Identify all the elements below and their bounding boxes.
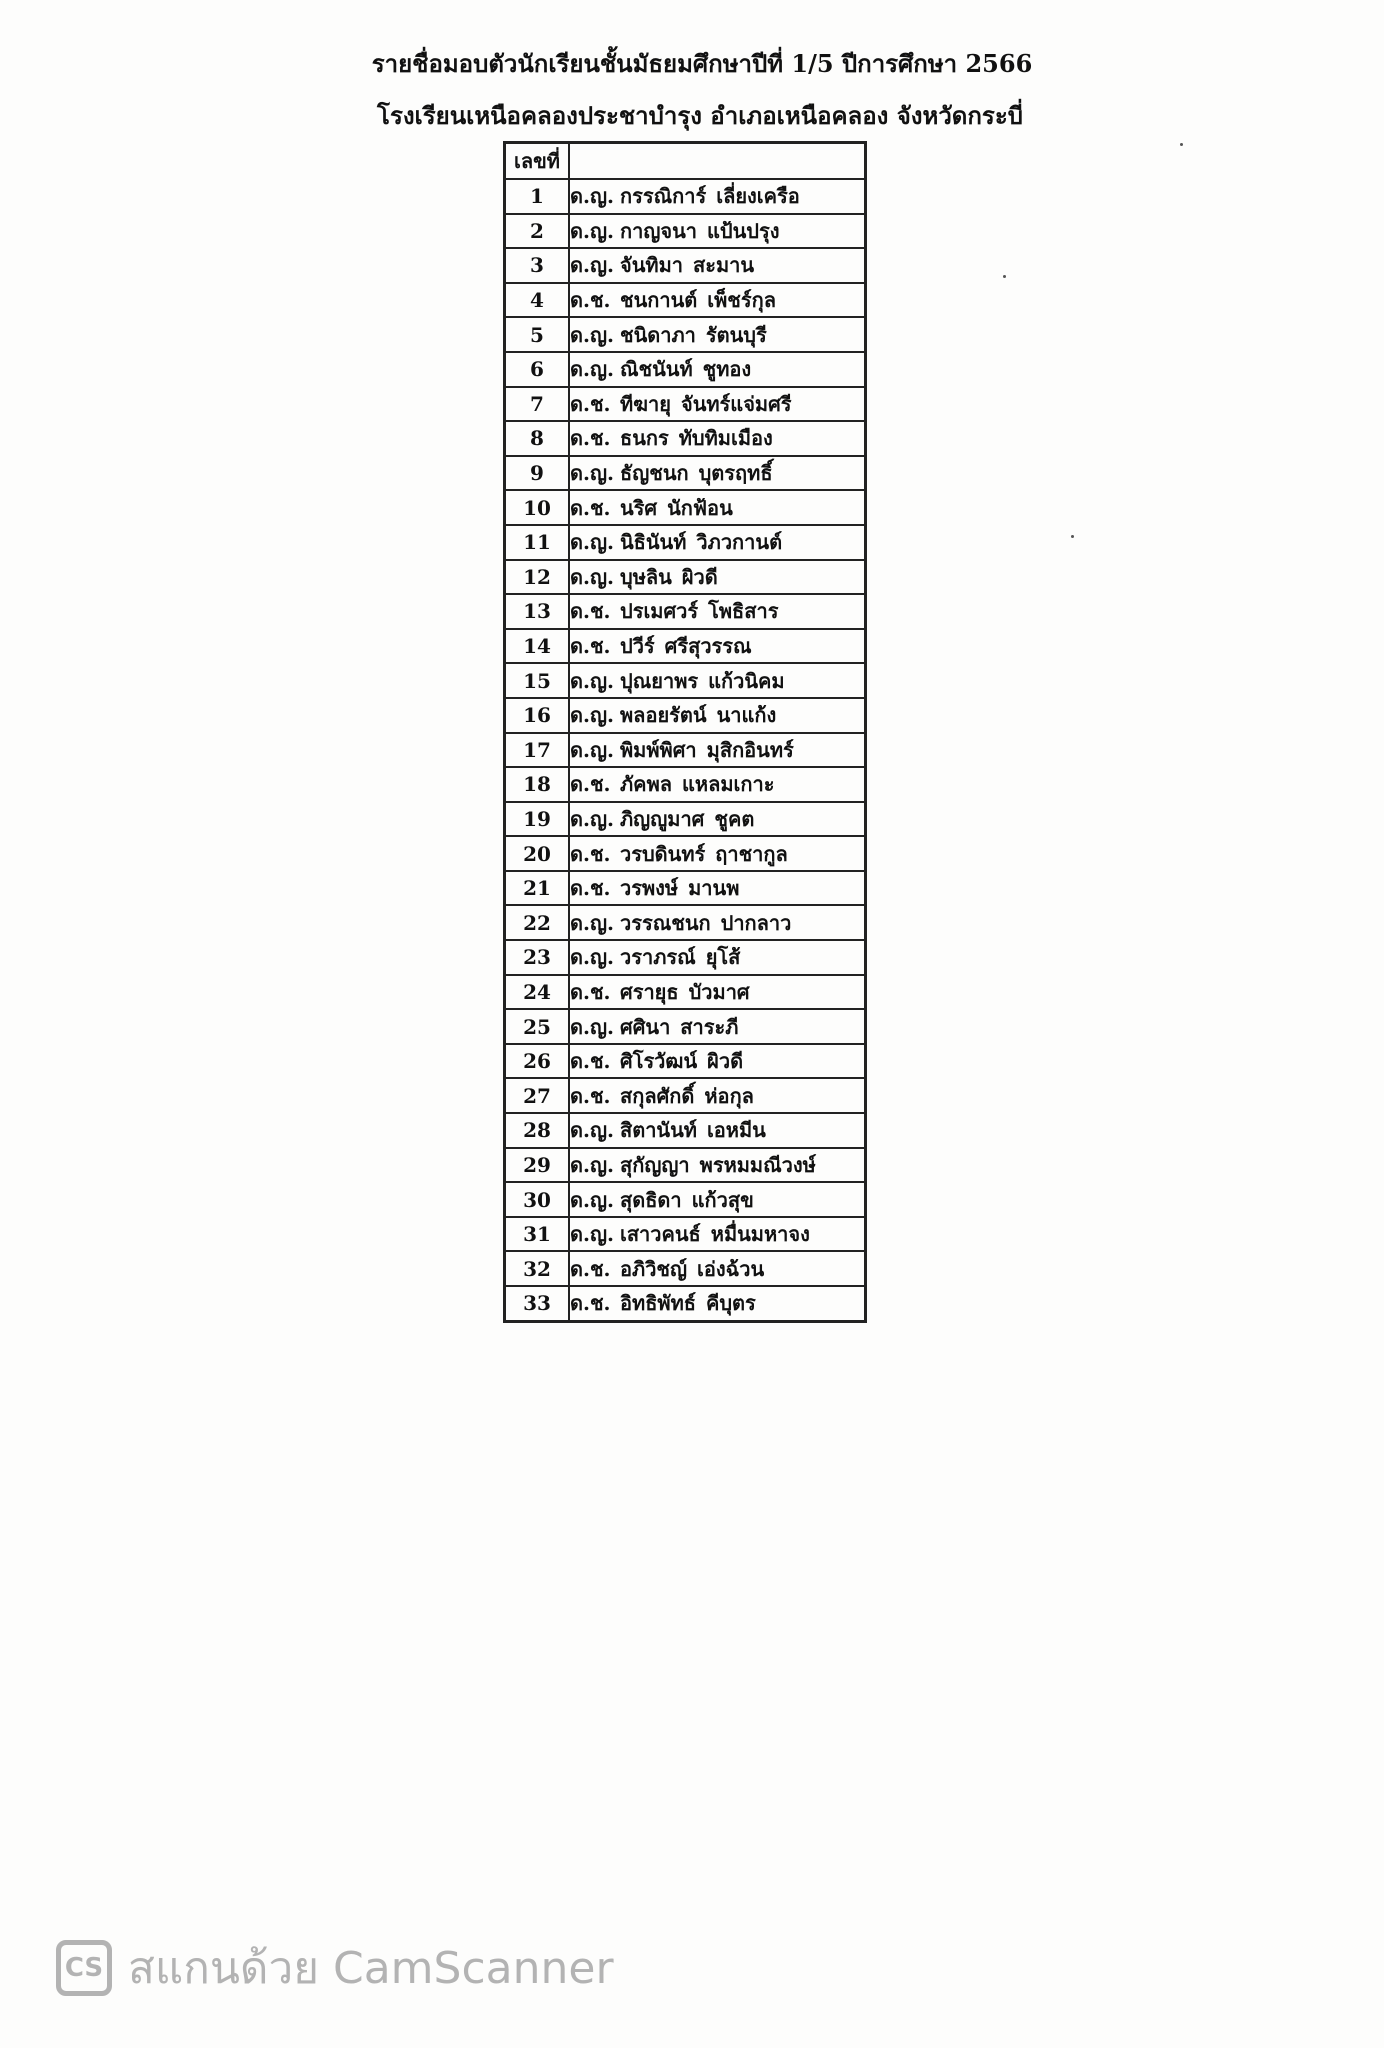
name-prefix: ด.ญ.: [570, 806, 614, 831]
roster-body: [505, 179, 866, 1321]
first-name: ปุณยาพร: [620, 668, 699, 693]
first-name: ศศินา: [620, 1014, 671, 1039]
first-name: วรรณชนก: [620, 910, 711, 935]
header-name: [569, 143, 866, 180]
name-prefix: ด.ญ.: [570, 184, 614, 209]
first-name: ภัคพล: [620, 772, 673, 797]
first-name: ธัญชนก: [620, 461, 689, 486]
table-row: [505, 1286, 866, 1321]
table-row: [505, 283, 866, 318]
last-name: แก้วสุข: [691, 1187, 754, 1212]
table-row: [505, 1078, 866, 1113]
name-prefix: ด.ญ.: [570, 1118, 614, 1143]
school-subtitle: โรงเรียนเหนือคลองประชาบำรุง อำเภอเหนือคลอง จังหวัดกระบี่: [377, 101, 1023, 130]
student-number: 14: [505, 629, 570, 664]
student-number: 12: [505, 560, 570, 595]
table-row: [505, 802, 866, 837]
first-name: จันทิมา: [620, 253, 683, 278]
student-name-cell: [569, 1286, 866, 1321]
table-row: [505, 836, 866, 871]
student-name-cell: [569, 283, 866, 318]
student-name-cell: [569, 1251, 866, 1286]
last-name: มานพ: [688, 876, 740, 901]
last-name: จันทร์แจ่มศรี: [680, 391, 792, 416]
last-name: บัวมาศ: [688, 979, 750, 1004]
name-prefix: ด.ญ.: [570, 1187, 614, 1212]
student-name-cell: [569, 1009, 866, 1044]
student-number: 13: [505, 594, 570, 629]
student-name-cell: [569, 1182, 866, 1217]
student-number: 8: [505, 421, 570, 456]
last-name: ยุโส้: [705, 945, 741, 970]
table-row: [505, 871, 866, 906]
last-name: สาระภี: [680, 1014, 739, 1039]
first-name: นิธินันท์: [620, 530, 687, 555]
name-prefix: ด.ช.: [570, 1083, 611, 1108]
name-prefix: ด.ช.: [570, 841, 611, 866]
table-row: [505, 1148, 866, 1183]
last-name: พรหมมณีวงษ์: [699, 1152, 816, 1177]
student-name-cell: [569, 317, 866, 352]
last-name: เอ่งฉ้วน: [697, 1256, 765, 1281]
camscanner-logo-icon: CS: [56, 1940, 112, 1996]
name-prefix: ด.ช.: [570, 391, 611, 416]
table-row: [505, 387, 866, 422]
first-name: กาญจนา: [620, 218, 698, 243]
student-number: 10: [505, 490, 570, 525]
first-name: วรพงษ์: [620, 876, 679, 901]
student-name-cell: [569, 905, 866, 940]
student-number: 32: [505, 1251, 570, 1286]
table-row: [505, 594, 866, 629]
student-name-cell: [569, 767, 866, 802]
last-name: วิภวกานต์: [696, 530, 783, 555]
first-name: ณิชนันท์: [620, 357, 693, 382]
table-row: [505, 317, 866, 352]
first-name: เสาวคนธ์: [620, 1222, 701, 1247]
student-name-cell: [569, 214, 866, 249]
document-title: รายชื่อมอบตัวนักเรียนชั้นมัธยมศึกษาปีที่ 1/5 ปีการศึกษา 2566: [371, 49, 1033, 78]
last-name: ศรีสุวรรณ: [664, 634, 752, 659]
name-prefix: ด.ช.: [570, 876, 611, 901]
first-name: สุกัญญา: [620, 1152, 690, 1177]
name-prefix: ด.ช.: [570, 634, 611, 659]
header-number: เลขที่: [505, 143, 570, 180]
student-name-cell: [569, 940, 866, 975]
scan-speck: [1071, 535, 1074, 538]
student-name-cell: [569, 525, 866, 560]
table-row: [505, 456, 866, 491]
student-name-cell: [569, 1217, 866, 1252]
first-name: ธนกร: [620, 426, 669, 451]
table-row: [505, 490, 866, 525]
student-number: 25: [505, 1009, 570, 1044]
last-name: แหลมเกาะ: [682, 772, 775, 797]
last-name: ปากลาว: [720, 910, 792, 935]
student-number: 17: [505, 733, 570, 768]
table-row: [505, 421, 866, 456]
first-name: บุษลิน: [620, 564, 672, 589]
name-prefix: ด.ญ.: [570, 1014, 614, 1039]
last-name: ฤาชากูล: [715, 841, 788, 866]
student-number: 2: [505, 214, 570, 249]
student-number: 19: [505, 802, 570, 837]
student-number: 16: [505, 698, 570, 733]
last-name: สะมาน: [693, 253, 755, 278]
student-number: 4: [505, 283, 570, 318]
first-name: ศรายุธ: [620, 979, 679, 1004]
first-name: ภิญญูมาศ: [620, 806, 705, 831]
scan-speck: [1003, 275, 1006, 278]
name-prefix: ด.ช.: [570, 495, 611, 520]
student-name-cell: [569, 560, 866, 595]
table-row: [505, 698, 866, 733]
first-name: ชนิดาภา: [620, 322, 696, 347]
student-number: 15: [505, 663, 570, 698]
student-number: 28: [505, 1113, 570, 1148]
name-prefix: ด.ญ.: [570, 1222, 614, 1247]
last-name: ทับทิมเมือง: [678, 426, 773, 451]
last-name: มุสิกอินทร์: [706, 737, 794, 762]
first-name: ปรเมศวร์: [620, 599, 699, 624]
last-name: นาแก้ง: [716, 703, 777, 728]
student-name-cell: [569, 836, 866, 871]
scan-speck: [1180, 143, 1183, 146]
student-name-cell: [569, 1078, 866, 1113]
student-number: 30: [505, 1182, 570, 1217]
name-prefix: ด.ช.: [570, 599, 611, 624]
last-name: รัตนบุรี: [705, 322, 767, 347]
first-name: วรบดินทร์: [620, 841, 706, 866]
last-name: ผิวดี: [681, 564, 718, 589]
student-name-cell: [569, 387, 866, 422]
table-row: [505, 525, 866, 560]
student-number: 33: [505, 1286, 570, 1321]
table-row: [505, 1217, 866, 1252]
first-name: สุดธิดา: [620, 1187, 682, 1212]
first-name: กรรณิการ์: [620, 184, 707, 209]
name-prefix: ด.ญ.: [570, 218, 614, 243]
last-name: เอหมีน: [706, 1118, 766, 1143]
student-name-cell: [569, 1044, 866, 1079]
student-number: 11: [505, 525, 570, 560]
student-name-cell: [569, 594, 866, 629]
student-number: 22: [505, 905, 570, 940]
student-number: 1: [505, 179, 570, 214]
name-prefix: ด.ญ.: [570, 668, 614, 693]
name-prefix: ด.ญ.: [570, 737, 614, 762]
first-name: ศิโรวัฒน์: [620, 1049, 698, 1074]
student-number: 5: [505, 317, 570, 352]
last-name: ชูคต: [714, 806, 755, 831]
name-prefix: ด.ญ.: [570, 945, 614, 970]
last-name: บุตรฤทธิ์: [698, 461, 773, 486]
table-row: [505, 560, 866, 595]
table-row: [505, 905, 866, 940]
name-prefix: ด.ช.: [570, 979, 611, 1004]
table-row: [505, 975, 866, 1010]
student-name-cell: [569, 248, 866, 283]
student-number: 31: [505, 1217, 570, 1252]
student-name-cell: [569, 663, 866, 698]
student-name-cell: [569, 490, 866, 525]
student-number: 27: [505, 1078, 570, 1113]
last-name: หมื่นมหาจง: [710, 1222, 810, 1247]
student-name-cell: [569, 352, 866, 387]
table-row: [505, 940, 866, 975]
last-name: เลี่ยงเครือ: [716, 184, 800, 209]
name-prefix: ด.ญ.: [570, 703, 614, 728]
student-number: 7: [505, 387, 570, 422]
table-row: [505, 1009, 866, 1044]
last-name: โพธิสาร: [708, 599, 779, 624]
last-name: แป้นปรุง: [707, 218, 780, 243]
name-prefix: ด.ช.: [570, 426, 611, 451]
student-name-cell: [569, 802, 866, 837]
student-name-cell: [569, 975, 866, 1010]
table-row: [505, 248, 866, 283]
table-row: [505, 1251, 866, 1286]
first-name: สิตานันท์: [620, 1118, 697, 1143]
first-name: ชนกานต์: [620, 288, 698, 313]
student-name-cell: [569, 871, 866, 906]
student-number: 18: [505, 767, 570, 802]
student-roster-table: [503, 141, 867, 1323]
first-name: วราภรณ์: [620, 945, 696, 970]
name-prefix: ด.ญ.: [570, 564, 614, 589]
student-name-cell: [569, 456, 866, 491]
last-name: แก้วนิคม: [708, 668, 785, 693]
name-prefix: ด.ญ.: [570, 910, 614, 935]
student-name-cell: [569, 1113, 866, 1148]
name-prefix: ด.ช.: [570, 772, 611, 797]
student-name-cell: [569, 421, 866, 456]
student-name-cell: [569, 629, 866, 664]
name-prefix: ด.ญ.: [570, 461, 614, 486]
table-row: [505, 733, 866, 768]
first-name: นริศ: [620, 495, 658, 520]
table-row: [505, 1113, 866, 1148]
name-prefix: ด.ช.: [570, 1291, 611, 1316]
student-number: 23: [505, 940, 570, 975]
student-number: 29: [505, 1148, 570, 1183]
student-number: 9: [505, 456, 570, 491]
table-row: [505, 179, 866, 214]
watermark-text: สแกนด้วย CamScanner: [128, 1943, 614, 1994]
name-prefix: ด.ญ.: [570, 1152, 614, 1177]
student-number: 6: [505, 352, 570, 387]
first-name: พลอยรัตน์: [620, 703, 707, 728]
name-prefix: ด.ช.: [570, 288, 611, 313]
student-name-cell: [569, 733, 866, 768]
first-name: อภิวิชญ์: [620, 1256, 688, 1281]
name-prefix: ด.ญ.: [570, 530, 614, 555]
first-name: ทีฆายุ: [620, 391, 671, 416]
first-name: ปวีร์: [620, 634, 655, 659]
student-number: 26: [505, 1044, 570, 1079]
student-number: 21: [505, 871, 570, 906]
table-header-row: [505, 143, 866, 180]
name-prefix: ด.ญ.: [570, 322, 614, 347]
first-name: สกุลศักดิ์: [620, 1083, 695, 1108]
last-name: ชูทอง: [702, 357, 752, 382]
last-name: เพ็ชร์กุล: [707, 288, 776, 313]
name-prefix: ด.ญ.: [570, 253, 614, 278]
student-name-cell: [569, 179, 866, 214]
table-row: [505, 352, 866, 387]
first-name: พิมพ์พิศา: [620, 737, 697, 762]
student-name-cell: [569, 698, 866, 733]
student-name-cell: [569, 1148, 866, 1183]
name-prefix: ด.ช.: [570, 1256, 611, 1281]
table-row: [505, 629, 866, 664]
student-number: 20: [505, 836, 570, 871]
first-name: อิทธิพัทธ์: [620, 1291, 696, 1316]
student-number: 24: [505, 975, 570, 1010]
table-row: [505, 1182, 866, 1217]
table-row: [505, 767, 866, 802]
name-prefix: ด.ญ.: [570, 357, 614, 382]
last-name: ผิวดี: [707, 1049, 744, 1074]
table-row: [505, 663, 866, 698]
last-name: ห่อกุล: [704, 1083, 754, 1108]
name-prefix: ด.ช.: [570, 1049, 611, 1074]
last-name: คีบุตร: [705, 1291, 756, 1316]
table-row: [505, 1044, 866, 1079]
student-number: 3: [505, 248, 570, 283]
camscanner-watermark: [56, 1938, 614, 1998]
table-row: [505, 214, 866, 249]
last-name: นักฟ้อน: [667, 495, 733, 520]
